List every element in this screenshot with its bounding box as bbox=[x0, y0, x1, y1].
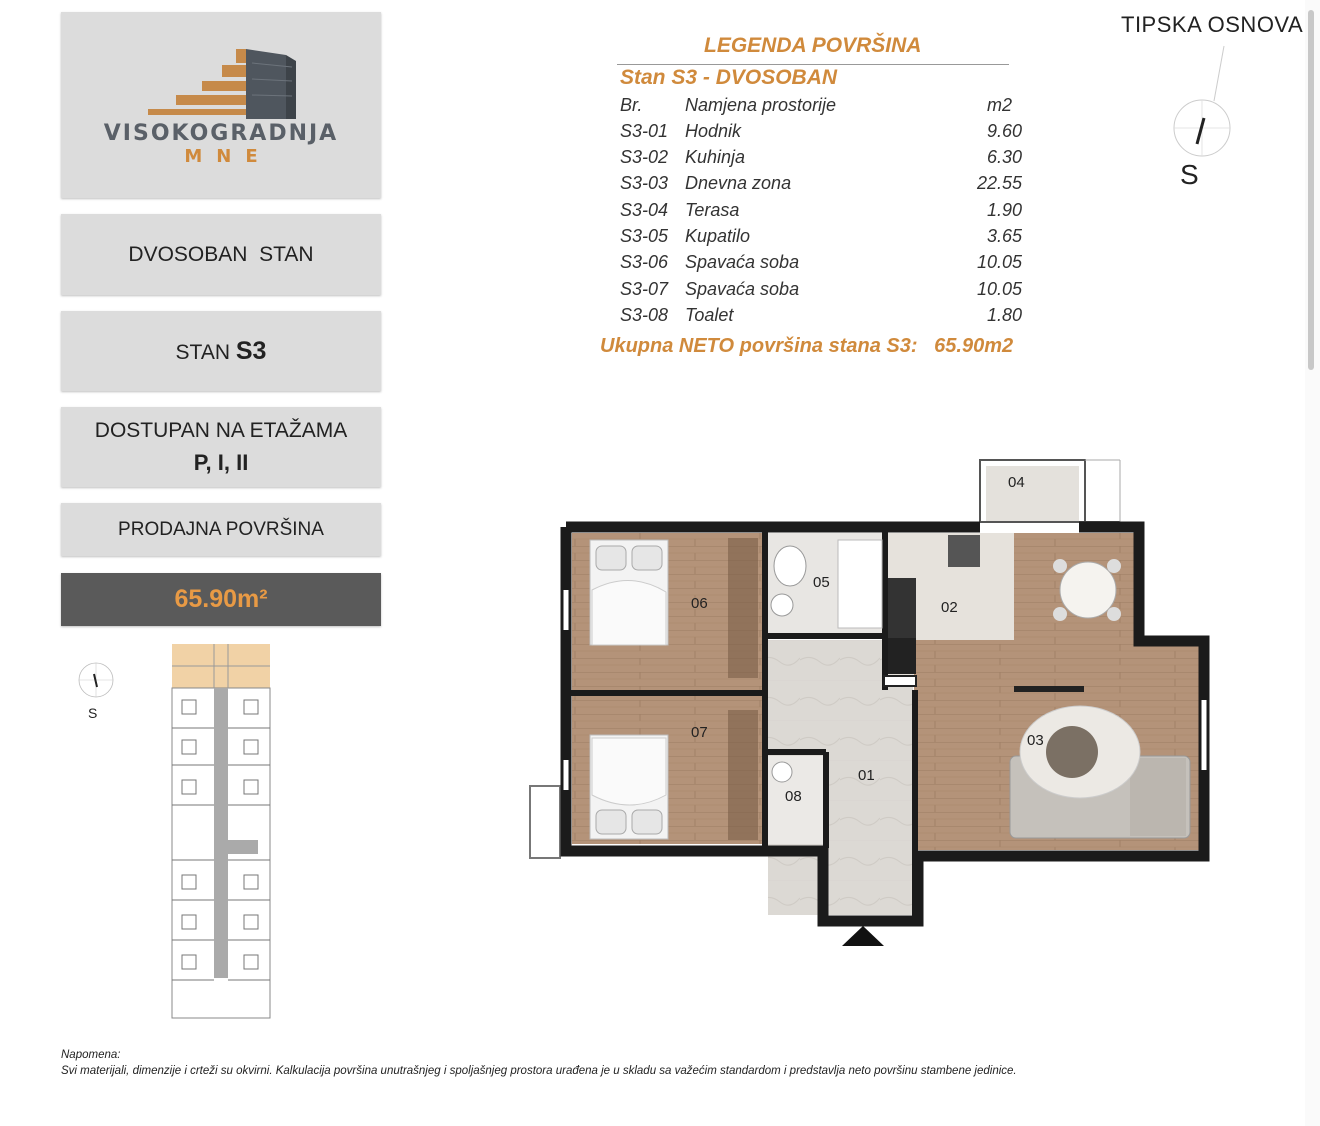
footnote-label: Napomena: bbox=[61, 1049, 121, 1061]
legend-row-area: 22.55 bbox=[976, 173, 1022, 193]
legend-header-id: Br. bbox=[620, 95, 643, 115]
legend-row-id: S3-03 bbox=[620, 173, 669, 193]
scrollbar-thumb[interactable] bbox=[1308, 10, 1314, 370]
room-label-05: 05 bbox=[813, 574, 830, 591]
legend-row-name: Toalet bbox=[685, 305, 734, 325]
entrance-arrow-icon bbox=[842, 926, 884, 946]
floors-label: DOSTUPAN NA ETAŽAMA bbox=[94, 419, 348, 442]
legend-row-name: Kuhinja bbox=[685, 147, 746, 167]
legend-row-id: S3-05 bbox=[620, 226, 669, 246]
footnote-text: Svi materijali, dimenzije i crteži su okvirni. Kalkulacija površina unutrašnjeg i spoljašnjeg prostora urađena je u skladu sa važećim standardom i predstavlja neto površinu stambene jedinice. bbox=[61, 1065, 1017, 1077]
legend-row-area: 10.05 bbox=[976, 279, 1022, 299]
legend-row-area: 10.05 bbox=[976, 252, 1022, 272]
brand-name: VISOKOGRADNJA bbox=[103, 121, 339, 146]
room-label-01: 01 bbox=[858, 767, 875, 784]
legend-row-id: S3-08 bbox=[620, 305, 669, 325]
legend-row-name: Kupatilo bbox=[685, 226, 751, 246]
unit-prefix: STAN bbox=[175, 340, 230, 364]
unit-code: S3 bbox=[235, 336, 267, 365]
room-label-02: 02 bbox=[941, 599, 958, 616]
legend-row-id: S3-06 bbox=[620, 252, 669, 272]
legend-row-id: S3-04 bbox=[620, 200, 669, 220]
legend-header-name: Namjena prostorije bbox=[685, 95, 837, 115]
legend-row-name: Spavaća soba bbox=[685, 252, 800, 272]
legend-subtitle: Stan S3 - DVOSOBAN bbox=[620, 66, 838, 89]
legend-row-area: 1.90 bbox=[986, 200, 1022, 220]
legend-header-area: m2 bbox=[986, 95, 1012, 115]
legend-row-area: 9.60 bbox=[986, 121, 1022, 141]
legend-row-area: 6.30 bbox=[986, 147, 1022, 167]
legend-row-name: Dnevna zona bbox=[685, 173, 792, 193]
room-label-06: 06 bbox=[691, 595, 708, 612]
legend-row-area: 3.65 bbox=[986, 226, 1022, 246]
legend-row-id: S3-02 bbox=[620, 147, 669, 167]
sales-area-label: PRODAJNA POVRŠINA bbox=[118, 518, 324, 540]
legend-row-id: S3-07 bbox=[620, 279, 669, 299]
legend-row-name: Terasa bbox=[685, 200, 740, 220]
legend-row-area: 1.80 bbox=[986, 305, 1022, 325]
room-label-07: 07 bbox=[691, 724, 708, 741]
room-04-floor bbox=[986, 466, 1079, 522]
brand-subname: MNE bbox=[184, 146, 272, 167]
small-compass-letter: S bbox=[88, 705, 98, 721]
legend-total: Ukupna NETO površina stana S3: 65.90m2 bbox=[600, 335, 1014, 357]
room-label-03: 03 bbox=[1027, 732, 1044, 749]
legend-row-name: Spavaća soba bbox=[685, 279, 800, 299]
room-label-08: 08 bbox=[785, 788, 802, 805]
apartment-type: DVOSOBAN STAN bbox=[128, 242, 314, 266]
plan-type-title: TIPSKA OSNOVA bbox=[1121, 12, 1304, 37]
room-label-04: 04 bbox=[1008, 474, 1025, 491]
legend-row-name: Hodnik bbox=[685, 121, 742, 141]
sales-area-value: 65.90m² bbox=[174, 585, 268, 613]
footnote bbox=[61, 1047, 1017, 1079]
legend-row-id: S3-01 bbox=[620, 121, 669, 141]
legend-title: LEGENDA POVRŠINA bbox=[704, 34, 922, 57]
floors-value: P, I, II bbox=[193, 450, 249, 475]
compass-letter: S bbox=[1180, 159, 1199, 190]
